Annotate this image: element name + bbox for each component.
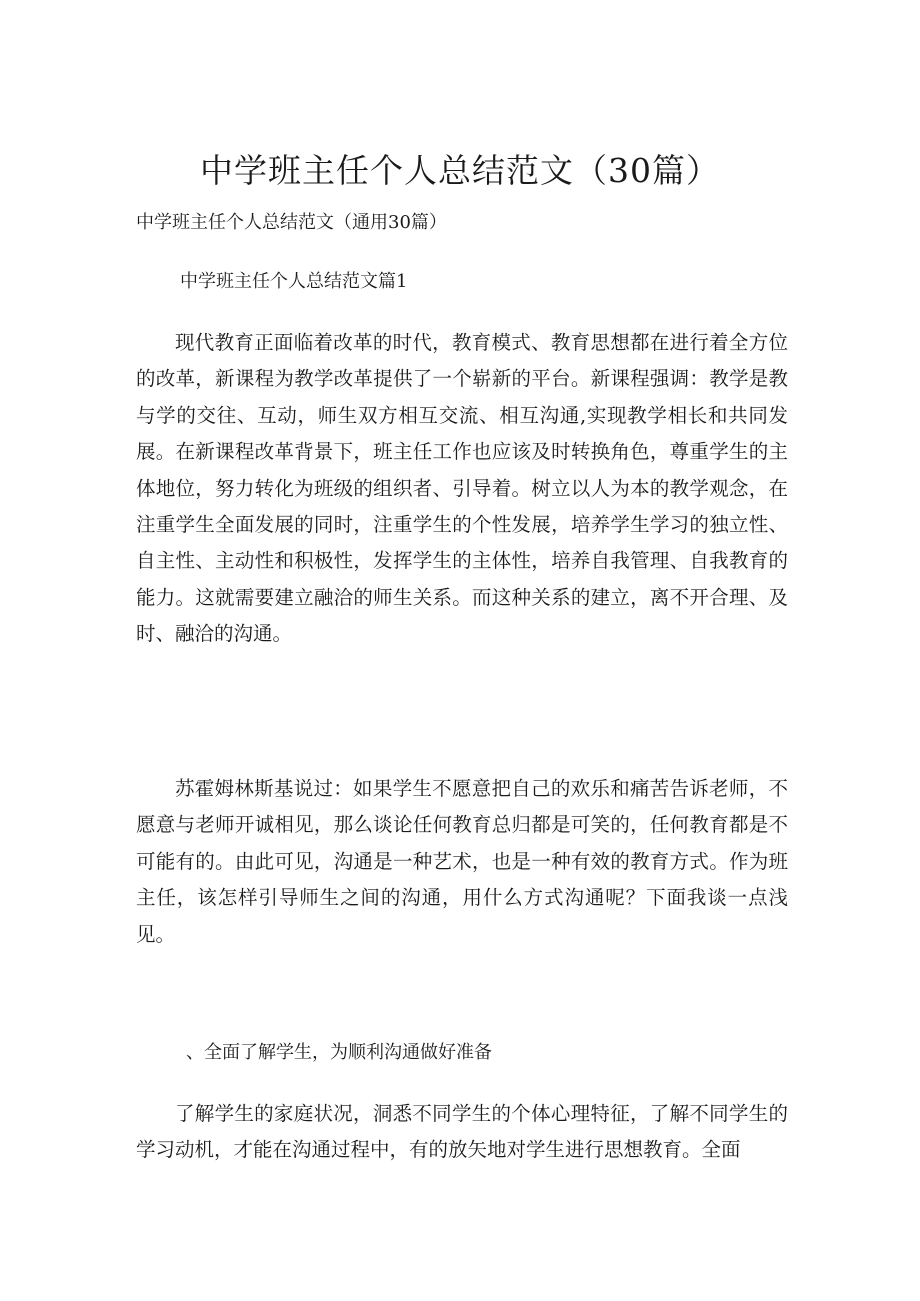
document-title: 中学班主任个人总结范文（30篇） [200, 151, 720, 190]
body-paragraph-3: 了解学生的家庭状况，洞悉不同学生的个体心理特征，了解不同学生的学习动机，才能在沟通过程中，有的放矢地对学生进行思想教育。全面 [136, 1102, 788, 1162]
sub-heading-1: 、全面了解学生，为顺利沟通做好准备 [186, 1042, 492, 1063]
body-paragraph-1: 现代教育正面临着改革的时代，教育模式、教育思想都在进行着全方位的改革，新课程为教学改革提供了一个崭新的平台。新课程强调：教学是教与学的交往、互动，师生双方相互交流、相互沟通,实现教学相长和共同发展。在新课程改革背景下，班主任工作也应该及时转换角色，尊重学生的主体地位，努力转化为班级的组织者、引导着。树立以人为本的教学观念，在注重学生全面发展的同时，注重学生的个性发展，培养学生学习的独立性、自主性、主动性和积极性，发挥学生的主体性，培养自我管理、自我教育的能力。这就需要建立融洽的师生关系。而这种关系的建立，离不开合理、及时、融洽的沟通。 [136, 331, 788, 646]
body-paragraph-2: 苏霍姆林斯基说过：如果学生不愿意把自己的欢乐和痛苦告诉老师，不愿意与老师开诚相见，那么谈论任何教育总归都是可笑的，任何教育都是不可能有的。由此可见，沟通是一种艺术，也是一种有效的教育方式。作为班主任，该怎样引导师生之间的沟通，用什么方式沟通呢？下面我谈一点浅见。 [136, 777, 788, 946]
section-heading: 中学班主任个人总结范文篇1 [180, 271, 408, 292]
document-subtitle: 中学班主任个人总结范文（通用30篇） [136, 212, 447, 233]
